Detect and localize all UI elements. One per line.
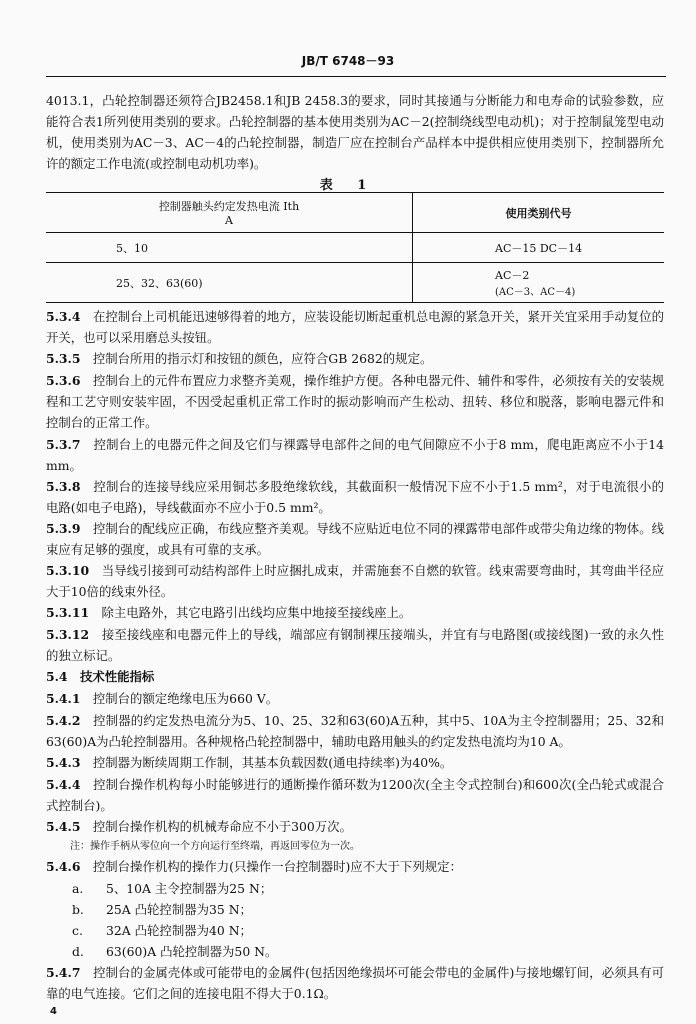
clause-number: 5.3.4: [46, 309, 81, 324]
list-item-text: 32A 凸轮控制器为40 N；: [106, 923, 252, 938]
clause-text: 在控制台上司机能迅速够得着的地方，应装设能切断起重机总电源的紧急开关，紧开关宜采用手动复位的开关，也可以采用磨总头按钮。: [46, 309, 665, 345]
clause-text: 控制台操作机构的机械寿命应不小于300万次。: [92, 819, 352, 834]
list-item-label: b.: [72, 902, 84, 917]
clause-number: 5.3.10: [46, 563, 90, 578]
page-header: JB/T 6748－93: [301, 54, 395, 68]
clause-text: 控制台操作机构每小时能够进行的通断操作循环数为1200次(全主令式控制台)和600次(全凸轮式或混合式控制台)。: [46, 777, 665, 813]
clause-text: 控制台的金属壳体或可能带电的金属件(包括因绝缘损坏可能会带电的金属件)与接地螺钉间，必须具有可靠的电气连接。它们之间的连接电阻不得大于0.1Ω。: [46, 965, 665, 1001]
list-item: [72, 878, 272, 899]
header-rule: [46, 76, 666, 77]
clause-5-3-12: [46, 624, 664, 666]
clause-5-3-4: [46, 306, 664, 348]
section-title: 技术性能指标: [79, 669, 155, 684]
clause-number: 5.4.1: [46, 691, 81, 706]
column-header-current-label: 控制器触头约定发热电流 Ith: [158, 200, 300, 213]
clause-5-3-5: [46, 348, 664, 369]
cell-category-note: (AC－3、AC－4): [495, 287, 576, 298]
clause-number: 5.4.2: [46, 713, 81, 728]
clause-text: 当导线引接到可动结构部件上时应捆扎成束，并需施套不自燃的软管。线束需要弯曲时，其弯曲半径应大于10倍的线束外径。: [46, 563, 665, 599]
clause-text: 控制台上的电器元件之间及它们与裸露导电部件之间的电气间隙应不小于8 mm，爬电距离应不小于14 mm。: [46, 437, 665, 473]
clause-5-4-7: [46, 962, 664, 1004]
clause-number: 5.3.7: [46, 437, 81, 452]
clause-5-4-2: [46, 710, 664, 752]
cell-category-main: AC－2: [495, 269, 530, 282]
clause-number: 5.4.4: [46, 777, 81, 792]
list-item-label: d.: [72, 944, 84, 959]
clause-number: 5.3.8: [46, 479, 81, 494]
column-header-category: 使用类别代号: [413, 193, 665, 233]
clause-number: 5.4.6: [46, 859, 81, 874]
list-item: [72, 899, 252, 920]
clause-text: 控制器的约定发热电流分为5、10、25、32和63(60)A五种，其中5、10A为主令控制器用；25、32和63(60)A为凸轮控制器用。各种规格凸轮控制器中，辅助电路用触头的约定发热电流均为10 A。: [46, 713, 665, 749]
cell-category: AC－15 DC－14: [413, 233, 665, 263]
clause-text: 控制台操作机构的操作力(只操作一台控制器时)应不大于下列规定：: [92, 859, 462, 874]
clause-number: 5.4.7: [46, 965, 81, 980]
clause-number: 5.3.11: [46, 605, 90, 620]
cell-current: 25、32、63(60): [46, 263, 413, 303]
section-number: 5.4: [46, 669, 68, 684]
clause-number: 5.4.5: [46, 819, 81, 834]
list-item-text: 5、10A 主令控制器为25 N；: [106, 881, 273, 896]
clause-5-4-4: [46, 774, 664, 816]
list-item: [72, 941, 277, 962]
cell-category: [413, 263, 665, 303]
clause-text: 控制台上的元件布置应力求整齐美观，操作维护方便。各种电器元件、辅件和零件，必须按有关的安装规程和工艺守则安装牢固，不因受起重机正常工作时的振动影响而产生松动、扭转、移位和脱落，影响电器元件和控制台的正常工作。: [46, 373, 665, 430]
list-item-label: a.: [72, 881, 84, 896]
clause-5-3-6: [46, 370, 664, 433]
list-item-text: 63(60)A 凸轮控制器为50 N。: [106, 944, 278, 959]
list-item-label: c.: [72, 923, 83, 938]
intro-paragraph: 4013.1，凸轮控制器还须符合JB2458.1和JB 2458.3的要求，同时其接通与分断能力和电寿命的试验参数，应能符合表1所列使用类别的要求。凸轮控制器的基本使用类别为AC－2(控制绕线型电动机)；对于控制鼠笼型电动机，使用类别为AC－3、AC－4的凸轮控制器，制造厂应在控制台产品样本中提供相应使用类别下，控制器所允许的额定工作电流(或控制电动机功率)。: [46, 93, 664, 171]
section-heading-5-4: [46, 666, 664, 687]
clause-5-3-9: [46, 518, 664, 560]
clause-text: 控制台的配线应正确，布线应整齐美观。导线不应贴近电位不同的裸露带电部件或带尖角边缘的物体。线束应有足够的强度，或具有可靠的支承。: [46, 521, 665, 557]
clause-number: 5.3.6: [46, 373, 81, 388]
table-row: [46, 263, 664, 303]
clause-text: 控制器为断续周期工作制，其基本负载因数(通电持续率)为40%。: [92, 755, 453, 770]
clause-number: 5.3.5: [46, 351, 81, 366]
clause-text: 除主电路外，其它电路引出线均应集中地接至接线座上。: [101, 605, 412, 620]
clause-5-3-10: [46, 560, 664, 602]
note-5-4-5: [70, 836, 664, 857]
list-item: [72, 920, 252, 941]
column-header-current: [46, 193, 413, 233]
clause-5-4-5: [46, 816, 664, 837]
clause-5-3-8: [46, 476, 664, 518]
list-item-text: 25A 凸轮控制器为35 N；: [106, 902, 252, 917]
table-row: [46, 233, 664, 263]
clause-5-4-6: [46, 856, 664, 877]
table-caption: 表 1: [319, 178, 377, 193]
usage-category-table: [46, 192, 664, 303]
clause-text: 控制台所用的指示灯和按钮的颜色，应符合GB 2682的规定。: [92, 351, 433, 366]
clause-text: 控制台的额定绝缘电压为660 V。: [92, 691, 279, 706]
page-number: 4: [50, 1006, 57, 1017]
clause-text: 控制台的连接导线应采用铜芯多股绝缘软线，其截面积一般情况下应不小于1.5 mm²，对于电流很小的电路(如电子电路)，导线截面亦不应小于0.5 mm²。: [46, 479, 665, 515]
cell-current: 5、10: [46, 233, 413, 263]
note-text: 注：操作手柄从零位向一个方向运行至终端，再返回零位为一次。: [70, 841, 360, 852]
table-header-row: [46, 193, 664, 233]
clause-text: 接至接线座和电器元件上的导线，端部应有钢制裸压接端头，并宜有与电路图(或接线图)一致的永久性的独立标记。: [46, 627, 664, 663]
clause-5-4-1: [46, 688, 664, 709]
column-header-current-unit: A: [225, 214, 233, 227]
clause-number: 5.4.3: [46, 755, 81, 770]
clause-5-4-3: [46, 752, 664, 773]
clause-5-3-11: [46, 602, 664, 623]
clause-5-3-7: [46, 434, 664, 476]
clause-number: 5.3.12: [46, 627, 90, 642]
clause-number: 5.3.9: [46, 521, 81, 536]
